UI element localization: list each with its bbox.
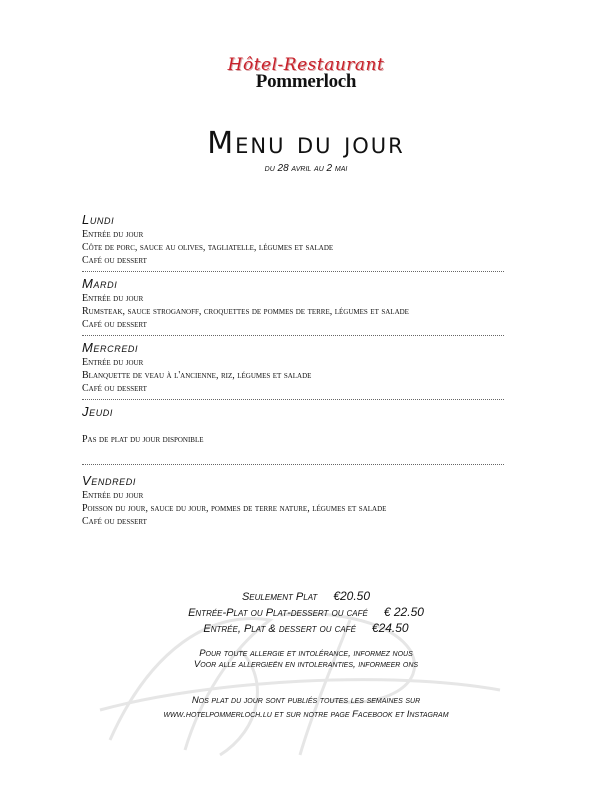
menu-line: Entrée du jour [82, 357, 144, 368]
price-label: Entrée-Plat ou Plat-dessert ou café [188, 607, 368, 619]
day-vendredi [82, 473, 504, 528]
menu-line: Café ou dessert [82, 319, 147, 330]
allergy-line-fr: Pour toute allergie et intolérance, informez nous [199, 648, 413, 659]
menu-line: Café ou dessert [82, 255, 147, 266]
price-amount: €20.50 [333, 589, 371, 603]
day-name: Mardi [82, 276, 118, 291]
menu-line [82, 420, 504, 433]
logo-name-text: Pommerloch [255, 71, 357, 92]
menu-line: Entrée du jour [82, 229, 144, 240]
day-separator [82, 464, 504, 465]
footer-line: Nos plat du jour sont publiés toutes les semaines sur [191, 695, 421, 706]
menu-line: Pas de plat du jour disponible [82, 434, 204, 445]
menu-line: Rumsteak, sauce stroganoff, croquettes de pommes de terre, légumes et salade [82, 306, 409, 317]
footer-note [0, 694, 612, 722]
price-row [0, 621, 612, 637]
day-separator [82, 335, 504, 336]
menu-line: Côte de porc, sauce au olives, tagliatelle, légumes et salade [82, 242, 334, 253]
day-name: Lundi [82, 212, 115, 227]
price-row [0, 605, 612, 621]
day-mercredi [82, 340, 504, 400]
page-title: Menu du jour [207, 126, 405, 161]
footer-line: www.hotelpommerloch.lu et sur notre page Facebook et Instagram [163, 709, 449, 720]
logo-script-text: Hôtel-Restaurant [227, 55, 385, 75]
menu-line: Café ou dessert [82, 383, 147, 394]
price-label: Seulement Plat [241, 591, 318, 603]
allergy-line-nl: Voor alle allergieën en intoleranties, informeer ons [193, 659, 419, 670]
menu-line: Entrée du jour [82, 490, 144, 501]
day-separator [82, 271, 504, 272]
price-list [0, 589, 612, 637]
menu-line: Entrée du jour [82, 293, 144, 304]
price-amount: €24.50 [371, 621, 409, 635]
days-list [82, 212, 504, 528]
allergy-notice [0, 648, 612, 670]
menu-line: Blanquette de veau à l'ancienne, riz, légumes et salade [82, 370, 312, 381]
day-jeudi [82, 404, 504, 465]
price-row [0, 589, 612, 605]
menu-line: Poisson du jour, sauce du jour, pommes de terre nature, légumes et salade [82, 503, 387, 514]
day-lundi [82, 212, 504, 272]
day-separator [82, 399, 504, 400]
price-label: Entrée, Plat & dessert ou café [203, 623, 356, 635]
page-subtitle: du 28 avril au 2 mai [264, 163, 348, 174]
day-name: Mercredi [82, 340, 139, 355]
day-name: Vendredi [82, 473, 136, 488]
menu-line [82, 446, 504, 459]
menu-line: Café ou dessert [82, 516, 147, 527]
day-name: Jeudi [82, 404, 114, 419]
price-amount: € 22.50 [383, 605, 424, 619]
day-mardi [82, 276, 504, 336]
hotel-logo [0, 55, 612, 93]
